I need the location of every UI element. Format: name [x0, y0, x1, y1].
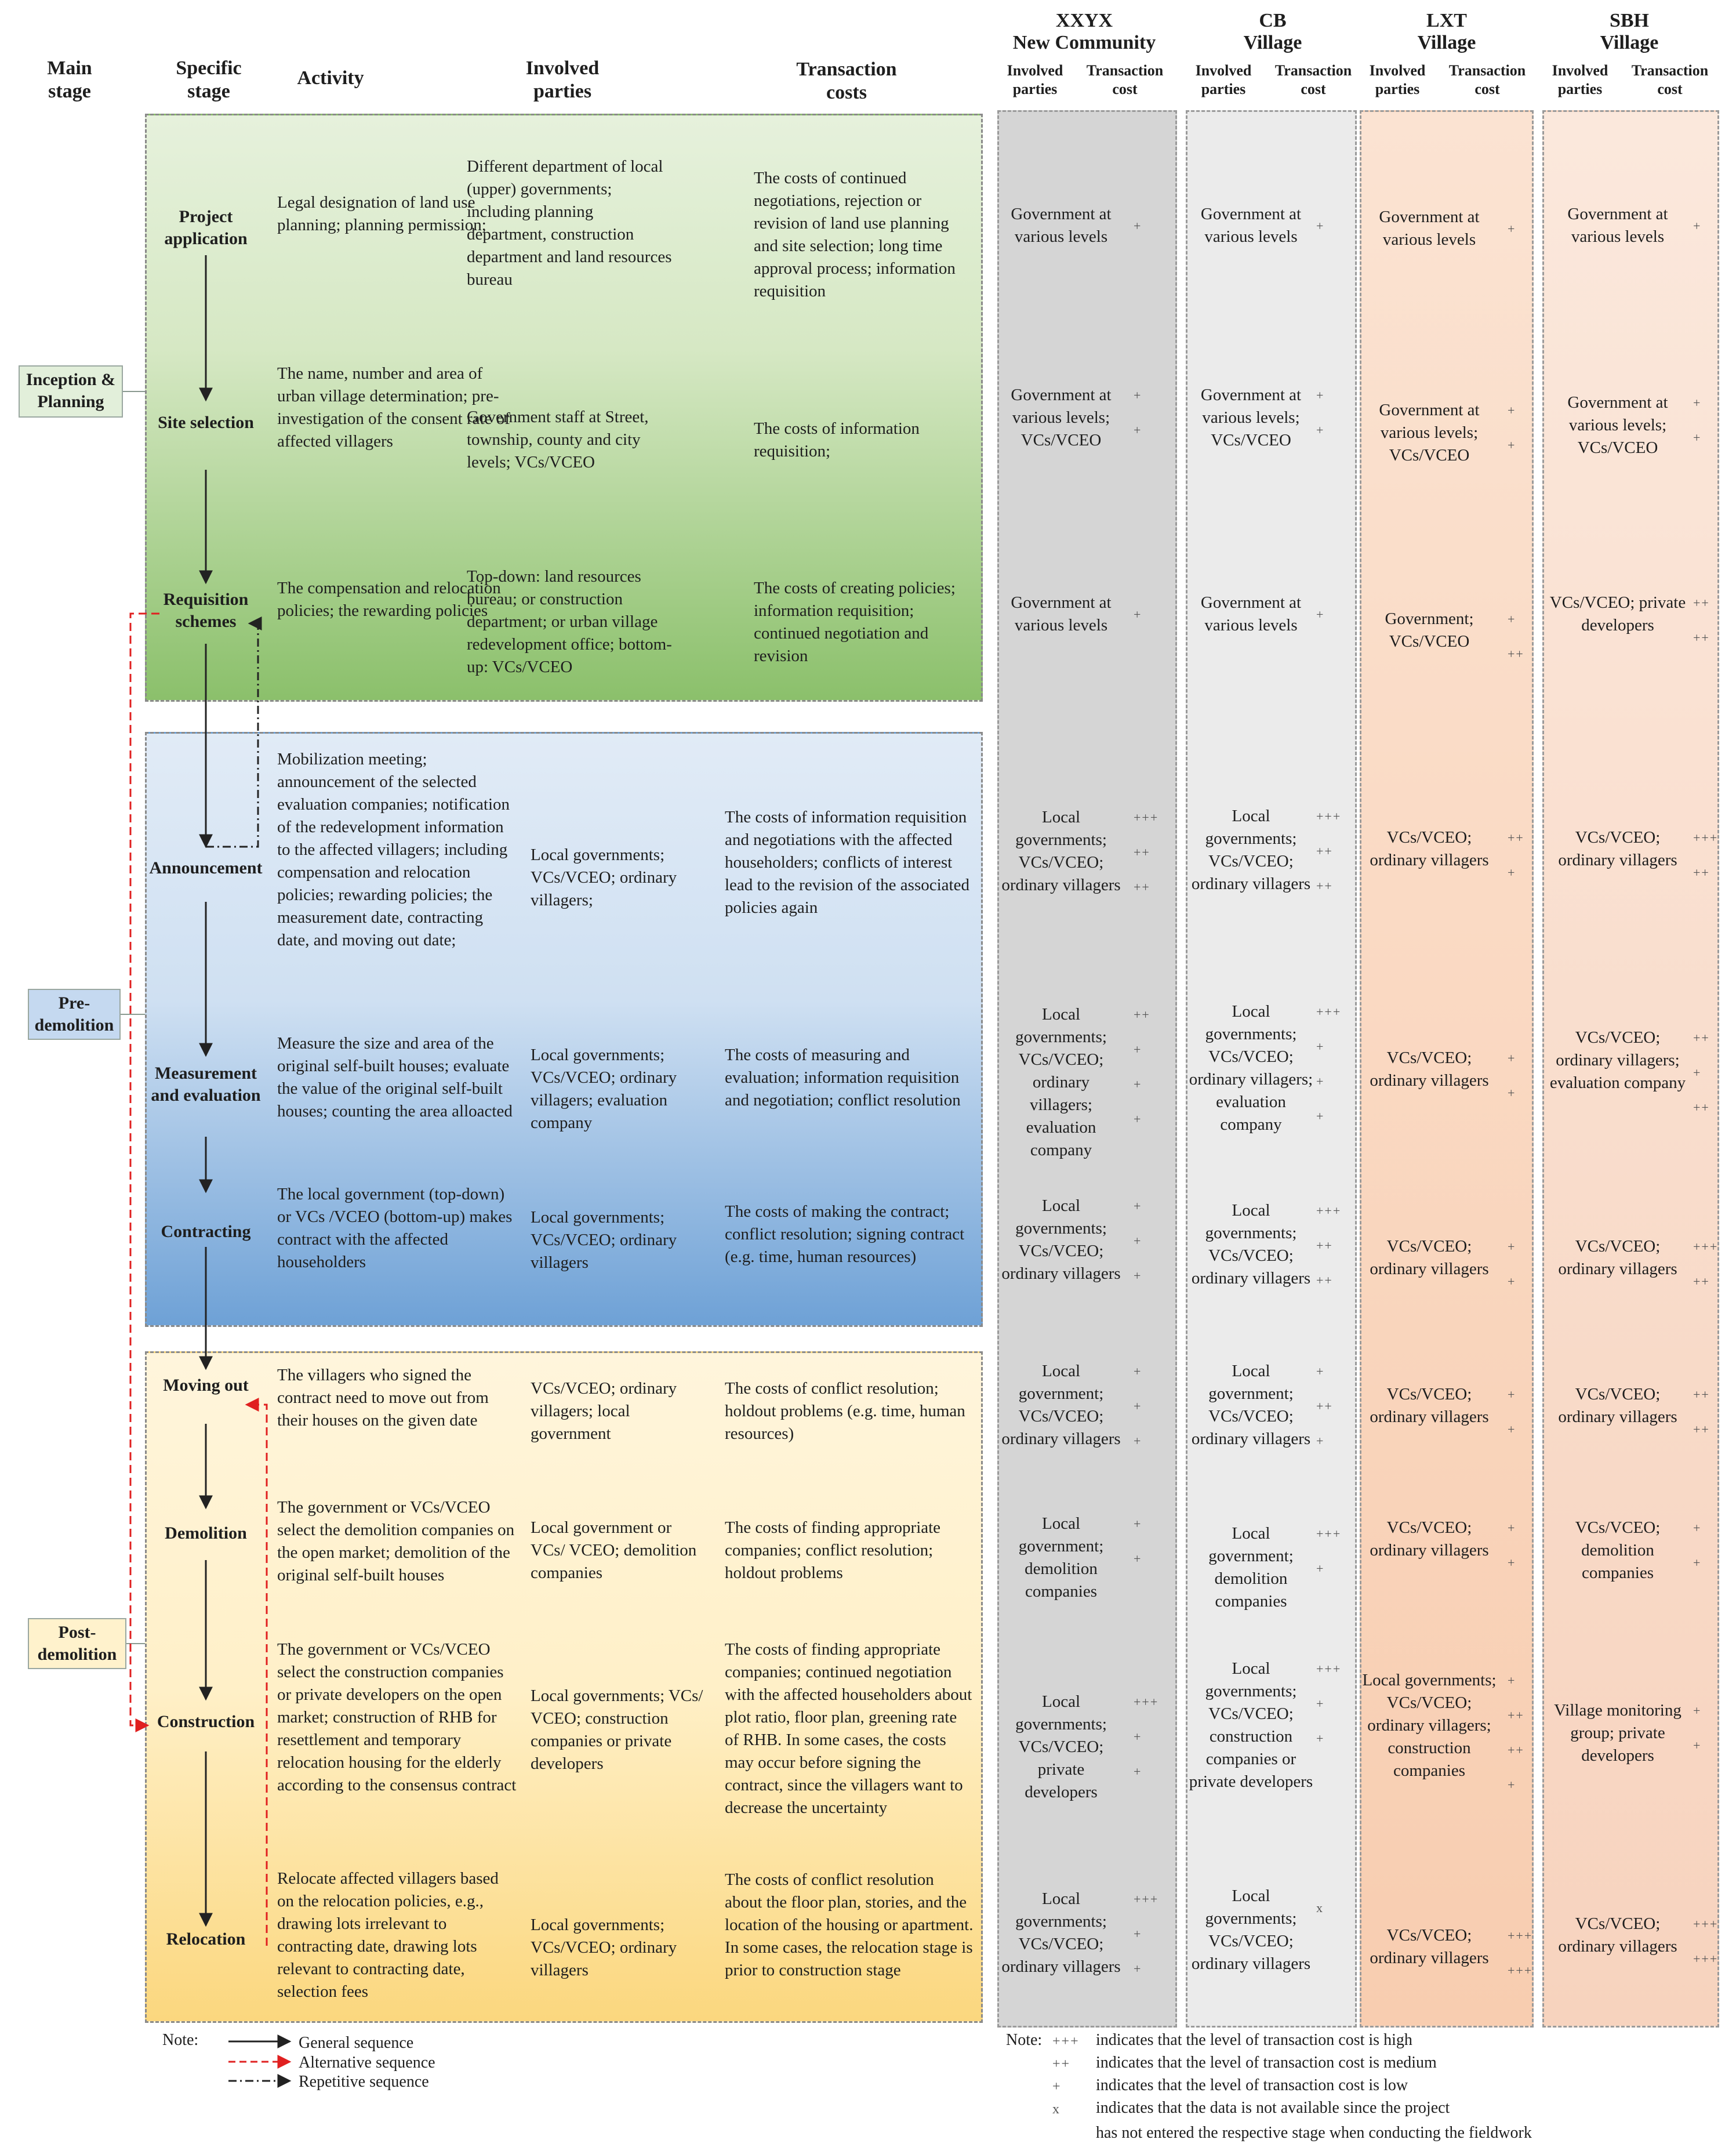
- village-1-parties: Government at various levels: [1200, 205, 1302, 246]
- transaction-cost-mark: +: [1316, 1731, 1325, 1746]
- village-3-parties: Government at various levels; VCs/VCEO: [1567, 393, 1668, 457]
- transaction-cost-mark: ++: [1693, 1100, 1710, 1115]
- village-3-parties: VCs/VCEO; ordinary villagers: [1558, 1385, 1677, 1426]
- village-2-parties: VCs/VCEO; ordinary villagers: [1370, 1049, 1489, 1090]
- village-2-parties: VCs/VCEO; ordinary villagers: [1370, 828, 1489, 869]
- involved-parties-cell: Top-down: land resources bureau; or construction department; or urban village redevelopment office; bottom-up: VCs/VCEO: [467, 567, 672, 676]
- alternative-sequence-arrows: [130, 614, 267, 1946]
- village-3-parties: Village monitoring group; private developers: [1554, 1701, 1681, 1765]
- village-0-subheader-transaction: Transaction cost: [1086, 62, 1164, 97]
- transaction-cost-mark: +: [1134, 423, 1142, 437]
- involved-parties-cell: Different department of local (upper) governments; including planning department, construction department and land resources bureau: [467, 157, 672, 289]
- transaction-cost-mark: ++: [1316, 879, 1333, 893]
- transaction-cost-mark: +: [1508, 612, 1516, 626]
- involved-parties-cell: Local governments; VCs/VCEO; ordinary villagers; evaluation company: [531, 1046, 677, 1132]
- activity-cell: Relocate affected villagers based on the relocation policies, e.g., drawing lots irrelevant to contracting date, drawing lots relevant to contracting date, selection fees: [277, 1869, 499, 2001]
- specific-stage: Requisition schemes: [163, 590, 249, 631]
- transaction-cost-mark: +: [1508, 1778, 1516, 1792]
- transaction-costs-cell: The costs of making the contract; conflict resolution; signing contract (e.g. time, human resources): [725, 1202, 965, 1266]
- cost-note-symbol: ++: [1052, 2057, 1071, 2072]
- main-stage-predemolition: Pre-demolition: [28, 989, 121, 1040]
- village-header-3-line2: Village: [1600, 32, 1659, 53]
- transaction-cost-mark: +++: [1134, 1695, 1159, 1709]
- transaction-cost-mark: +: [1134, 1364, 1142, 1379]
- transaction-cost-mark: +++: [1316, 1004, 1342, 1019]
- involved-parties-cell: Local governments; VCs/VCEO; ordinary villagers: [531, 1208, 677, 1272]
- transaction-cost-mark: x: [1316, 1901, 1324, 1915]
- transaction-cost-mark: +: [1508, 1086, 1516, 1100]
- village-1-parties: Local governments; VCs/VCEO; construction companies or private developers: [1189, 1659, 1313, 1791]
- transaction-cost-mark: +: [1693, 1738, 1702, 1753]
- transaction-cost-mark: ++: [1316, 1238, 1333, 1253]
- transaction-cost-mark: +: [1508, 403, 1516, 418]
- cost-note-symbol: x: [1052, 2102, 1061, 2117]
- transaction-cost-mark: +: [1134, 219, 1142, 233]
- village-0-parties: Local government; demolition companies: [1018, 1514, 1104, 1601]
- transaction-cost-mark: ++: [1508, 1708, 1524, 1722]
- village-1-parties: Local governments; VCs/VCEO; ordinary villagers: [1191, 1887, 1311, 1973]
- cost-note-continuation: has not entered the respective stage when conducting the fieldwork: [1096, 2124, 1532, 2142]
- village-3-subheader-transaction: Transaction cost: [1631, 62, 1709, 97]
- village-header-0-line2: New Community: [1012, 32, 1156, 53]
- specific-stage: Contracting: [161, 1222, 251, 1241]
- transaction-cost-mark: +: [1134, 1517, 1142, 1531]
- transaction-costs-cell: The costs of finding appropriate companies; continued negotiation with the affected householders about plot ratio, floor plan, greening rate of RHB. In some cases, the costs may occur before signing the contract, since the villagers want to decrease the uncertainty: [725, 1640, 972, 1817]
- transaction-costs-cell: The costs of creating policies; information requisition; continued negotiation and revision: [754, 579, 956, 665]
- transaction-cost-mark: +: [1693, 219, 1702, 233]
- village-0-subheader-parties: Involved parties: [1007, 62, 1063, 97]
- legend-repetitive: Repetitive sequence: [299, 2073, 429, 2091]
- transaction-costs-cell: The costs of conflict resolution about the floor plan, stories, and the location of the housing or apartment. In some cases, the relocation stage is prior to construction stage: [725, 1870, 974, 1979]
- village-2-parties: VCs/VCEO; ordinary villagers: [1370, 1385, 1489, 1426]
- transaction-cost-mark: +: [1508, 1387, 1516, 1402]
- transaction-cost-mark: ++: [1508, 830, 1524, 845]
- transaction-cost-mark: +: [1693, 430, 1702, 445]
- village-0-parties: Local governments; VCs/VCEO; ordinary villagers: [1001, 1889, 1121, 1976]
- transaction-cost-mark: +++: [1693, 1952, 1719, 1966]
- transaction-cost-mark: +: [1316, 1039, 1325, 1054]
- village-0-parties: Local governments; VCs/VCEO; private developers: [1015, 1692, 1107, 1801]
- transaction-cost-mark: +++: [1316, 1203, 1342, 1218]
- transaction-cost-mark: +: [1134, 1764, 1142, 1779]
- specific-stage: Demolition: [165, 1524, 247, 1543]
- village-2-parties: Government; VCs/VCEO: [1385, 610, 1474, 651]
- specific-stage: Measurement and evaluation: [151, 1064, 261, 1105]
- transaction-cost-mark: +: [1508, 1555, 1516, 1570]
- village-1-parties: Government at various levels: [1200, 593, 1302, 634]
- village-1-parties: Local government; VCs/VCEO; ordinary villagers: [1191, 1362, 1311, 1448]
- village-header-2-line2: Village: [1417, 32, 1476, 53]
- legend-alternative: Alternative sequence: [299, 2054, 435, 2072]
- header-specific-stage: Specific stage: [176, 57, 242, 102]
- village-0-parties: Local governments; VCs/VCEO; ordinary villagers: [1001, 808, 1121, 894]
- cost-note-symbol: +: [1052, 2079, 1062, 2094]
- transaction-cost-mark: +: [1316, 1561, 1325, 1576]
- transaction-cost-mark: +: [1693, 1555, 1702, 1570]
- village-header-1-line2: Village: [1243, 32, 1302, 53]
- transaction-cost-mark: +++: [1316, 1526, 1342, 1541]
- activity-cell: The name, number and area of urban village determination; pre-investigation of the consent rate of affected villagers: [277, 364, 510, 451]
- header-transaction-costs: Transaction costs: [796, 59, 897, 103]
- transaction-cost-mark: ++: [1693, 865, 1710, 880]
- transaction-cost-mark: +: [1134, 1399, 1142, 1413]
- transaction-cost-mark: +: [1508, 1422, 1516, 1437]
- specific-stage: Project application: [164, 207, 248, 248]
- village-1-subheader-parties: Involved parties: [1195, 62, 1252, 97]
- village-header-3-line1: SBH: [1609, 10, 1650, 31]
- transaction-cost-mark: +: [1134, 1077, 1142, 1091]
- transaction-cost-mark: ++: [1693, 1422, 1710, 1437]
- transaction-cost-mark: +: [1316, 1364, 1325, 1379]
- activity-cell: The local government (top-down) or VCs /VCEO (bottom-up) makes contract with the affected householders: [277, 1185, 513, 1271]
- village-1-parties: Government at various levels; VCs/VCEO: [1200, 386, 1302, 449]
- transaction-costs-cell: The costs of finding appropriate companies; conflict resolution; holdout problems: [725, 1518, 941, 1582]
- transaction-cost-mark: +: [1316, 1109, 1325, 1123]
- transaction-cost-mark: +: [1316, 607, 1325, 622]
- village-0-parties: Government at various levels: [1011, 593, 1112, 634]
- transaction-cost-mark: +: [1134, 1551, 1142, 1566]
- transaction-cost-mark: +: [1508, 1673, 1516, 1688]
- village-3-parties: Government at various levels: [1567, 205, 1668, 246]
- transaction-cost-mark: +: [1134, 607, 1142, 622]
- transaction-cost-mark: +++: [1508, 1963, 1533, 1978]
- transaction-cost-mark: +++: [1693, 830, 1719, 845]
- main-stage-inception-planning: Inception & Planning: [19, 365, 123, 418]
- village-2-parties: VCs/VCEO; ordinary villagers: [1370, 1237, 1489, 1278]
- village-3-parties: VCs/VCEO; ordinary villagers: [1558, 1237, 1677, 1278]
- cost-note-text: indicates that the level of transaction cost is low: [1096, 2076, 1408, 2094]
- transaction-cost-mark: ++: [1316, 1273, 1333, 1288]
- transaction-cost-mark: ++: [1134, 1007, 1150, 1022]
- repetitive-sequence-arrow: [206, 623, 258, 847]
- activity-cell: Mobilization meeting; announcement of the selected evaluation companies; notification of the redevelopment information to the affected villagers; including compensation and relocation policies; rewarding policies; the measurement date, contracting date, and moving out date;: [277, 750, 510, 949]
- transaction-cost-mark: ++: [1693, 630, 1710, 645]
- transaction-cost-mark: +: [1508, 438, 1516, 452]
- transaction-cost-mark: +: [1316, 1074, 1325, 1089]
- village-0-parties: Government at various levels: [1011, 205, 1112, 246]
- village-1-parties: Local governments; VCs/VCEO; ordinary villagers; evaluation company: [1189, 1002, 1313, 1134]
- transaction-cost-mark: +: [1134, 1112, 1142, 1126]
- specific-stage: Announcement: [149, 858, 263, 877]
- legend-general: General sequence: [299, 2034, 414, 2052]
- village-2-parties: Government at various levels: [1379, 208, 1480, 249]
- activity-cell: The villagers who signed the contract need to move out from their houses on the given date: [277, 1366, 489, 1430]
- transaction-cost-mark: +: [1134, 1234, 1142, 1248]
- transaction-cost-mark: +: [1693, 1703, 1702, 1718]
- transaction-cost-mark: +++: [1693, 1917, 1719, 1931]
- transaction-cost-mark: ++: [1693, 1274, 1710, 1289]
- transaction-cost-mark: +++: [1508, 1928, 1533, 1943]
- involved-parties-cell: Local governments; VCs/VCEO; ordinary villagers: [531, 1916, 677, 1979]
- transaction-cost-mark: +: [1134, 1042, 1142, 1057]
- specific-stage: Relocation: [166, 1930, 246, 1949]
- village-header-1-line1: CB: [1259, 10, 1287, 31]
- transaction-cost-mark: +: [1134, 388, 1142, 402]
- transaction-cost-mark: +: [1693, 1521, 1702, 1535]
- involved-parties-cell: VCs/VCEO; ordinary villagers; local government: [531, 1379, 677, 1443]
- involved-parties-cell: Local governments; VCs/ VCEO; construction companies or private developers: [531, 1687, 703, 1773]
- transaction-cost-mark: ++: [1316, 844, 1333, 858]
- transaction-cost-mark: +: [1508, 865, 1516, 880]
- header-involved-parties: Involved parties: [525, 57, 600, 102]
- main-stage-postdemolition: Post-demolition: [28, 1618, 126, 1669]
- cost-note-label: Note:: [1006, 2031, 1043, 2049]
- specific-stage: Site selection: [158, 413, 254, 432]
- transaction-cost-mark: ++: [1508, 1743, 1524, 1757]
- transaction-cost-mark: ++: [1693, 1031, 1710, 1045]
- legend-note-label: Note:: [162, 2031, 199, 2049]
- village-1-parties: Local government; demolition companies: [1208, 1524, 1294, 1611]
- village-2-subheader-parties: Involved parties: [1369, 62, 1426, 97]
- transaction-costs-cell: The costs of information requisition and negotiations with the affected householders; conflicts of interest lead to the revision of the associated policies again: [725, 808, 969, 917]
- transaction-cost-mark: +: [1316, 423, 1325, 437]
- activity-cell: The compensation and relocation policies; the rewarding policies: [277, 579, 501, 620]
- village-0-parties: Local governments; VCs/VCEO; ordinary villagers; evaluation company: [1015, 1005, 1107, 1159]
- specific-stage: Moving out: [163, 1376, 249, 1395]
- village-0-parties: Local government; VCs/VCEO; ordinary villagers: [1001, 1362, 1121, 1448]
- village-1-parties: Local governments; VCs/VCEO; ordinary villagers: [1191, 807, 1311, 893]
- transaction-cost-mark: ++: [1134, 880, 1150, 894]
- village-2-parties: Government at various levels; VCs/VCEO: [1379, 401, 1480, 465]
- village-header-0-line1: XXYX: [1055, 10, 1113, 31]
- village-1-parties: Local governments; VCs/VCEO; ordinary villagers: [1191, 1201, 1311, 1288]
- village-2-parties: VCs/VCEO; ordinary villagers: [1370, 1926, 1489, 1967]
- transaction-cost-mark: +: [1693, 1065, 1702, 1080]
- transaction-cost-mark: +: [1508, 222, 1516, 236]
- transaction-cost-mark: +: [1508, 1051, 1516, 1065]
- village-header-2-line1: LXT: [1426, 10, 1467, 31]
- cost-note-text: indicates that the level of transaction cost is high: [1096, 2031, 1412, 2049]
- activity-cell: Legal designation of land use planning; planning permission;: [277, 193, 486, 234]
- transaction-cost-mark: ++: [1508, 647, 1524, 661]
- village-0-parties: Local governments; VCs/VCEO; ordinary villagers: [1001, 1196, 1121, 1283]
- transaction-cost-mark: +: [1316, 219, 1325, 233]
- village-1-subheader-transaction: Transaction cost: [1274, 62, 1352, 97]
- transaction-cost-mark: ++: [1134, 845, 1150, 859]
- transaction-cost-mark: +: [1134, 1729, 1142, 1744]
- transaction-costs-cell: The costs of continued negotiations, rejection or revision of land use planning and site selection; long time approval process; information requisition: [754, 169, 956, 300]
- involved-parties-cell: Government staff at Street, township, county and city levels; VCs/VCEO: [467, 408, 649, 472]
- transaction-cost-mark: +++: [1693, 1239, 1719, 1254]
- transaction-cost-mark: +: [1134, 1961, 1142, 1976]
- village-3-subheader-parties: Involved parties: [1552, 62, 1608, 97]
- transaction-cost-mark: +: [1508, 1239, 1516, 1254]
- transaction-cost-mark: +++: [1316, 1662, 1342, 1676]
- cost-note-text: indicates that the level of transaction cost is medium: [1096, 2054, 1437, 2072]
- activity-cell: The government or VCs/VCEO select the construction companies or private developers on the open market; construction of RHB for resettlement and temporary relocation housing for the elderly according to the consensus contract: [277, 1640, 517, 1794]
- transaction-cost-mark: ++: [1693, 596, 1710, 610]
- village-3-parties: VCs/VCEO; demolition companies: [1575, 1518, 1661, 1582]
- activity-cell: Measure the size and area of the original self-built houses; evaluate the value of the original self-built houses; counting the area alloacted: [277, 1034, 513, 1120]
- involved-parties-cell: Local government or VCs/ VCEO; demolition companies: [531, 1518, 697, 1582]
- village-2-parties: Local governments; VCs/VCEO; ordinary villagers; construction companies: [1362, 1671, 1497, 1780]
- village-3-parties: VCs/VCEO; ordinary villagers; evaluation company: [1549, 1028, 1686, 1092]
- transaction-cost-mark: +: [1508, 1521, 1516, 1535]
- transaction-cost-mark: +: [1316, 1434, 1325, 1448]
- transaction-costs-cell: The costs of conflict resolution; holdout problems (e.g. time, human resources): [725, 1379, 965, 1443]
- transaction-cost-mark: +: [1134, 1268, 1142, 1283]
- transaction-cost-mark: +: [1134, 1434, 1142, 1448]
- cost-note-text: indicates that the data is not available since the project: [1096, 2099, 1450, 2117]
- activity-cell: The government or VCs/VCEO select the demolition companies on the open market; demolition of the original self-built houses: [277, 1498, 515, 1584]
- header-main-stage: Main stage: [47, 57, 92, 102]
- legend-lines: [226, 2030, 296, 2094]
- transaction-costs-cell: The costs of information requisition;: [754, 419, 920, 460]
- transaction-cost-mark: +++: [1134, 1892, 1159, 1906]
- village-2-parties: VCs/VCEO; ordinary villagers: [1370, 1518, 1489, 1560]
- involved-parties-cell: Local governments; VCs/VCEO; ordinary villagers;: [531, 846, 677, 909]
- transaction-cost-mark: +: [1134, 1927, 1142, 1941]
- cost-note-symbol: +++: [1052, 2034, 1080, 2049]
- transaction-cost-mark: +: [1316, 388, 1325, 402]
- village-0-parties: Government at various levels; VCs/VCEO: [1011, 386, 1112, 449]
- transaction-costs-cell: The costs of measuring and evaluation; information requisition and negotiation; conflict resolution: [725, 1046, 961, 1109]
- transaction-cost-mark: +++: [1134, 810, 1159, 825]
- village-2-subheader-transaction: Transaction cost: [1448, 62, 1526, 97]
- transaction-cost-mark: +++: [1316, 809, 1342, 824]
- transaction-cost-mark: +: [1134, 1199, 1142, 1213]
- header-activity: Activity: [297, 67, 364, 89]
- transaction-cost-mark: +: [1316, 1696, 1325, 1711]
- specific-stage: Construction: [157, 1712, 255, 1731]
- transaction-cost-mark: +: [1508, 1274, 1516, 1289]
- village-3-parties: VCs/VCEO; private developers: [1549, 593, 1686, 634]
- transaction-cost-mark: ++: [1693, 1387, 1710, 1402]
- village-3-parties: VCs/VCEO; ordinary villagers: [1558, 1914, 1677, 1956]
- transaction-cost-mark: +: [1693, 396, 1702, 410]
- transaction-cost-mark: ++: [1316, 1399, 1333, 1413]
- village-3-parties: VCs/VCEO; ordinary villagers: [1558, 828, 1677, 869]
